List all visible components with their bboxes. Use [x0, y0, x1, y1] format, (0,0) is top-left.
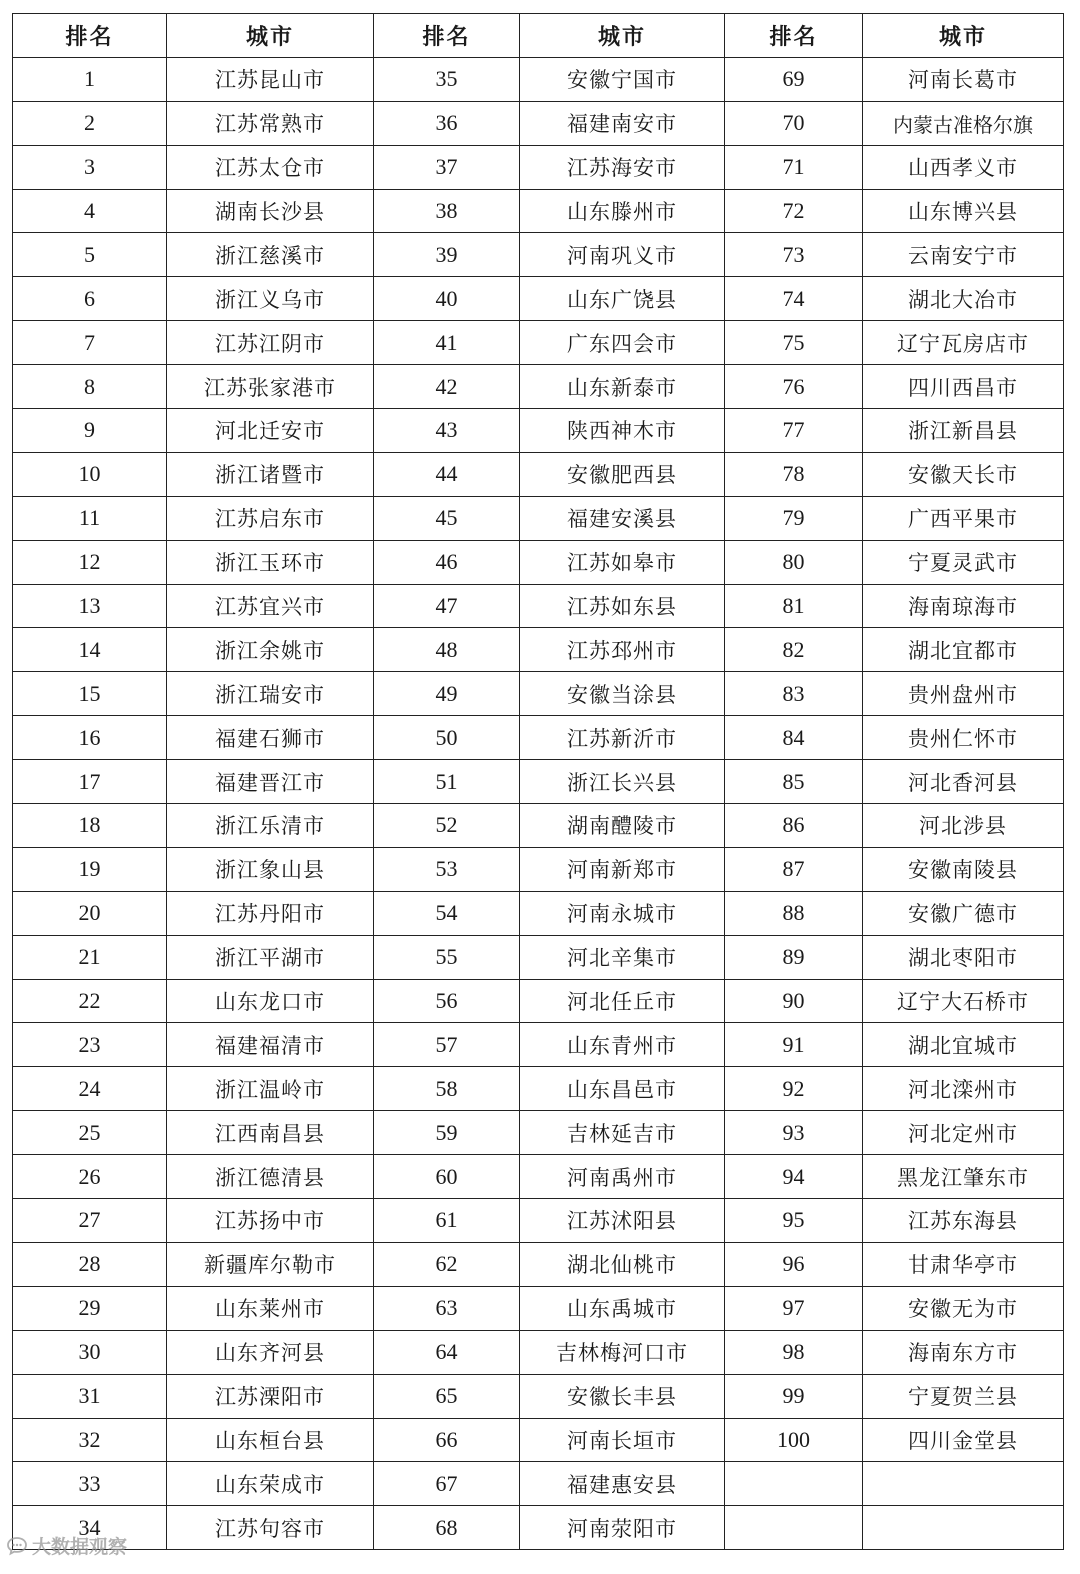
rank-cell: 70: [725, 101, 863, 145]
rank-cell: 17: [13, 760, 167, 804]
rank-cell: 86: [725, 804, 863, 848]
city-cell: 江苏溧阳市: [167, 1374, 374, 1418]
city-cell: 江苏邳州市: [520, 628, 725, 672]
table-row: [13, 1155, 1064, 1199]
table-row: [13, 365, 1064, 409]
city-header: 城市: [520, 14, 725, 58]
rank-cell: 16: [13, 716, 167, 760]
rank-cell: 82: [725, 628, 863, 672]
city-cell: 福建石狮市: [167, 716, 374, 760]
rank-cell: 58: [374, 1067, 520, 1111]
rank-cell: 29: [13, 1286, 167, 1330]
rank-cell: 61: [374, 1199, 520, 1243]
city-cell: 江苏太仓市: [167, 145, 374, 189]
table-row: [13, 57, 1064, 101]
city-cell: 广西平果市: [863, 496, 1064, 540]
city-cell: 浙江新昌县: [863, 409, 1064, 453]
rank-cell: 66: [374, 1418, 520, 1462]
city-cell: 河北香河县: [863, 760, 1064, 804]
rank-cell: 60: [374, 1155, 520, 1199]
city-cell: 江苏昆山市: [167, 57, 374, 101]
table-row: [13, 1111, 1064, 1155]
city-cell: 贵州仁怀市: [863, 716, 1064, 760]
city-cell: 四川西昌市: [863, 365, 1064, 409]
city-cell: 湖北宜都市: [863, 628, 1064, 672]
rank-cell: 92: [725, 1067, 863, 1111]
city-cell: 广东四会市: [520, 321, 725, 365]
rank-cell: 11: [13, 496, 167, 540]
rank-cell: 18: [13, 804, 167, 848]
city-header: 城市: [863, 14, 1064, 58]
table-row: [13, 189, 1064, 233]
table-row: [13, 496, 1064, 540]
city-cell: 宁夏灵武市: [863, 540, 1064, 584]
city-cell: 江苏如东县: [520, 584, 725, 628]
city-cell: 山东新泰市: [520, 365, 725, 409]
city-cell: 河南永城市: [520, 891, 725, 935]
city-cell: 吉林梅河口市: [520, 1330, 725, 1374]
city-cell: 河南长垣市: [520, 1418, 725, 1462]
city-cell: 新疆库尔勒市: [167, 1242, 374, 1286]
city-cell: 宁夏贺兰县: [863, 1374, 1064, 1418]
table-row: [13, 1286, 1064, 1330]
city-cell: 吉林延吉市: [520, 1111, 725, 1155]
rank-cell: 8: [13, 365, 167, 409]
city-cell: 山东广饶县: [520, 277, 725, 321]
city-cell: 江苏张家港市: [167, 365, 374, 409]
rank-cell: 91: [725, 1023, 863, 1067]
city-cell: 浙江平湖市: [167, 935, 374, 979]
rank-header: 排名: [13, 14, 167, 58]
city-cell: 山东青州市: [520, 1023, 725, 1067]
city-cell: 河北涉县: [863, 804, 1064, 848]
rank-cell: 62: [374, 1242, 520, 1286]
table-row: [13, 979, 1064, 1023]
city-cell: 湖北枣阳市: [863, 935, 1064, 979]
rank-cell: 3: [13, 145, 167, 189]
rank-cell: 100: [725, 1418, 863, 1462]
city-cell: 安徽长丰县: [520, 1374, 725, 1418]
rank-cell: 42: [374, 365, 520, 409]
table-body: [13, 57, 1064, 1549]
table-row: [13, 672, 1064, 716]
city-cell: 黑龙江肇东市: [863, 1155, 1064, 1199]
rank-cell: 75: [725, 321, 863, 365]
city-cell: 云南安宁市: [863, 233, 1064, 277]
rank-cell: 47: [374, 584, 520, 628]
rank-cell: 87: [725, 847, 863, 891]
table-row: [13, 277, 1064, 321]
city-cell: 河北滦州市: [863, 1067, 1064, 1111]
city-cell: 江苏常熟市: [167, 101, 374, 145]
city-cell: 浙江玉环市: [167, 540, 374, 584]
rank-header: 排名: [725, 14, 863, 58]
table-row: [13, 716, 1064, 760]
rank-cell: 9: [13, 409, 167, 453]
city-cell: 浙江诸暨市: [167, 452, 374, 496]
rank-cell: 20: [13, 891, 167, 935]
rank-cell: 67: [374, 1462, 520, 1506]
table-row: [13, 101, 1064, 145]
rank-cell: 25: [13, 1111, 167, 1155]
rank-cell: 55: [374, 935, 520, 979]
table-row: [13, 1330, 1064, 1374]
city-cell: 江苏启东市: [167, 496, 374, 540]
rank-cell: 63: [374, 1286, 520, 1330]
city-cell: 湖南长沙县: [167, 189, 374, 233]
rank-cell: 10: [13, 452, 167, 496]
city-cell: 安徽宁国市: [520, 57, 725, 101]
rank-cell: 27: [13, 1199, 167, 1243]
rank-cell: 65: [374, 1374, 520, 1418]
watermark-text: 大数据观察: [32, 1536, 128, 1558]
city-cell: 山东龙口市: [167, 979, 374, 1023]
rank-cell: 68: [374, 1506, 520, 1550]
city-cell: 河北辛集市: [520, 935, 725, 979]
city-header: 城市: [167, 14, 374, 58]
rank-cell: 50: [374, 716, 520, 760]
table-row: [13, 628, 1064, 672]
table-row: [13, 760, 1064, 804]
rank-cell: 80: [725, 540, 863, 584]
table-row: [13, 321, 1064, 365]
rank-cell: 94: [725, 1155, 863, 1199]
city-cell: 福建南安市: [520, 101, 725, 145]
city-cell: 安徽当涂县: [520, 672, 725, 716]
city-cell: 浙江象山县: [167, 847, 374, 891]
city-cell: 浙江温岭市: [167, 1067, 374, 1111]
ranking-table: [12, 13, 1064, 1550]
city-cell: 海南东方市: [863, 1330, 1064, 1374]
rank-cell: 39: [374, 233, 520, 277]
rank-cell: 59: [374, 1111, 520, 1155]
city-cell: 江苏海安市: [520, 145, 725, 189]
city-cell: 山东博兴县: [863, 189, 1064, 233]
city-cell: 内蒙古准格尔旗: [863, 101, 1064, 145]
city-cell: 江苏江阴市: [167, 321, 374, 365]
city-cell: 江苏沭阳县: [520, 1199, 725, 1243]
city-cell: 甘肃华亭市: [863, 1242, 1064, 1286]
city-cell: 江苏新沂市: [520, 716, 725, 760]
table-row: [13, 935, 1064, 979]
rank-cell: 85: [725, 760, 863, 804]
city-cell: 湖北仙桃市: [520, 1242, 725, 1286]
rank-cell: 22: [13, 979, 167, 1023]
rank-cell: 33: [13, 1462, 167, 1506]
rank-cell: 21: [13, 935, 167, 979]
rank-cell: [725, 1462, 863, 1506]
rank-cell: 38: [374, 189, 520, 233]
table-row: [13, 1067, 1064, 1111]
table-row: [13, 409, 1064, 453]
city-cell: [863, 1462, 1064, 1506]
rank-cell: 72: [725, 189, 863, 233]
city-cell: 安徽无为市: [863, 1286, 1064, 1330]
rank-cell: 93: [725, 1111, 863, 1155]
city-cell: 陕西神木市: [520, 409, 725, 453]
rank-cell: 48: [374, 628, 520, 672]
rank-cell: 15: [13, 672, 167, 716]
rank-cell: 95: [725, 1199, 863, 1243]
city-cell: 浙江余姚市: [167, 628, 374, 672]
city-cell: 河南长葛市: [863, 57, 1064, 101]
city-cell: 河南禹州市: [520, 1155, 725, 1199]
rank-cell: 99: [725, 1374, 863, 1418]
rank-cell: 64: [374, 1330, 520, 1374]
city-cell: 山西孝义市: [863, 145, 1064, 189]
table-row: [13, 1506, 1064, 1550]
city-cell: 山东莱州市: [167, 1286, 374, 1330]
rank-cell: 26: [13, 1155, 167, 1199]
city-cell: 山东禹城市: [520, 1286, 725, 1330]
rank-cell: 13: [13, 584, 167, 628]
city-cell: 浙江义乌市: [167, 277, 374, 321]
table-row: [13, 1374, 1064, 1418]
rank-cell: 24: [13, 1067, 167, 1111]
city-cell: 河南荥阳市: [520, 1506, 725, 1550]
rank-cell: 57: [374, 1023, 520, 1067]
city-cell: 辽宁大石桥市: [863, 979, 1064, 1023]
city-cell: 福建惠安县: [520, 1462, 725, 1506]
city-cell: 安徽广德市: [863, 891, 1064, 935]
table-row: [13, 540, 1064, 584]
rank-cell: 32: [13, 1418, 167, 1462]
rank-cell: 23: [13, 1023, 167, 1067]
city-cell: 海南琼海市: [863, 584, 1064, 628]
city-cell: 河北定州市: [863, 1111, 1064, 1155]
rank-cell: 52: [374, 804, 520, 848]
rank-cell: 76: [725, 365, 863, 409]
table-row: [13, 1199, 1064, 1243]
city-cell: 湖北宜城市: [863, 1023, 1064, 1067]
rank-cell: 2: [13, 101, 167, 145]
rank-cell: 14: [13, 628, 167, 672]
city-cell: 河南新郑市: [520, 847, 725, 891]
table-row: [13, 804, 1064, 848]
rank-cell: 90: [725, 979, 863, 1023]
rank-cell: 71: [725, 145, 863, 189]
city-cell: 江西南昌县: [167, 1111, 374, 1155]
city-cell: 福建安溪县: [520, 496, 725, 540]
rank-cell: 77: [725, 409, 863, 453]
rank-cell: [725, 1506, 863, 1550]
rank-cell: 12: [13, 540, 167, 584]
rank-cell: 81: [725, 584, 863, 628]
city-cell: 贵州盘州市: [863, 672, 1064, 716]
rank-cell: 98: [725, 1330, 863, 1374]
rank-cell: 44: [374, 452, 520, 496]
city-cell: 山东昌邑市: [520, 1067, 725, 1111]
city-cell: 江苏东海县: [863, 1199, 1064, 1243]
table-row: [13, 1418, 1064, 1462]
rank-cell: 37: [374, 145, 520, 189]
table-row: [13, 145, 1064, 189]
city-cell: 湖北大冶市: [863, 277, 1064, 321]
city-cell: 湖南醴陵市: [520, 804, 725, 848]
rank-cell: 40: [374, 277, 520, 321]
table-row: [13, 452, 1064, 496]
city-cell: 河北任丘市: [520, 979, 725, 1023]
header-row: [13, 14, 1064, 58]
rank-cell: 51: [374, 760, 520, 804]
city-cell: 江苏宜兴市: [167, 584, 374, 628]
city-cell: 安徽肥西县: [520, 452, 725, 496]
rank-cell: 73: [725, 233, 863, 277]
table-row: [13, 1462, 1064, 1506]
city-cell: 山东荣成市: [167, 1462, 374, 1506]
rank-cell: 69: [725, 57, 863, 101]
city-cell: 安徽南陵县: [863, 847, 1064, 891]
city-cell: 山东滕州市: [520, 189, 725, 233]
rank-cell: 45: [374, 496, 520, 540]
rank-cell: 7: [13, 321, 167, 365]
city-cell: 山东桓台县: [167, 1418, 374, 1462]
table-row: [13, 1023, 1064, 1067]
rank-header: 排名: [374, 14, 520, 58]
rank-cell: 1: [13, 57, 167, 101]
table-row: [13, 1242, 1064, 1286]
city-cell: 浙江乐清市: [167, 804, 374, 848]
rank-cell: 19: [13, 847, 167, 891]
rank-cell: 30: [13, 1330, 167, 1374]
city-cell: 江苏扬中市: [167, 1199, 374, 1243]
rank-cell: 88: [725, 891, 863, 935]
rank-cell: 56: [374, 979, 520, 1023]
city-cell: 福建福清市: [167, 1023, 374, 1067]
rank-cell: 4: [13, 189, 167, 233]
city-cell: 江苏句容市: [167, 1506, 374, 1550]
table-row: [13, 584, 1064, 628]
city-cell: 安徽天长市: [863, 452, 1064, 496]
city-cell: 福建晋江市: [167, 760, 374, 804]
city-cell: 河北迁安市: [167, 409, 374, 453]
rank-cell: 41: [374, 321, 520, 365]
rank-cell: 35: [374, 57, 520, 101]
rank-cell: 34: [13, 1506, 167, 1550]
table-row: [13, 847, 1064, 891]
rank-cell: 54: [374, 891, 520, 935]
city-cell: 江苏如皋市: [520, 540, 725, 584]
table-row: [13, 233, 1064, 277]
rank-cell: 84: [725, 716, 863, 760]
rank-cell: 49: [374, 672, 520, 716]
city-cell: 四川金堂县: [863, 1418, 1064, 1462]
city-cell: 浙江慈溪市: [167, 233, 374, 277]
rank-cell: 83: [725, 672, 863, 716]
city-cell: 江苏丹阳市: [167, 891, 374, 935]
rank-cell: 97: [725, 1286, 863, 1330]
rank-cell: 43: [374, 409, 520, 453]
rank-cell: 53: [374, 847, 520, 891]
rank-cell: 78: [725, 452, 863, 496]
rank-cell: 28: [13, 1242, 167, 1286]
rank-cell: 89: [725, 935, 863, 979]
city-cell: [863, 1506, 1064, 1550]
city-cell: 河南巩义市: [520, 233, 725, 277]
rank-cell: 5: [13, 233, 167, 277]
rank-cell: 74: [725, 277, 863, 321]
rank-cell: 31: [13, 1374, 167, 1418]
city-cell: 辽宁瓦房店市: [863, 321, 1064, 365]
rank-cell: 36: [374, 101, 520, 145]
rank-cell: 96: [725, 1242, 863, 1286]
city-cell: 山东齐河县: [167, 1330, 374, 1374]
rank-cell: 6: [13, 277, 167, 321]
rank-cell: 79: [725, 496, 863, 540]
table-row: [13, 891, 1064, 935]
rank-cell: 46: [374, 540, 520, 584]
city-cell: 浙江瑞安市: [167, 672, 374, 716]
city-cell: 浙江德清县: [167, 1155, 374, 1199]
city-cell: 浙江长兴县: [520, 760, 725, 804]
